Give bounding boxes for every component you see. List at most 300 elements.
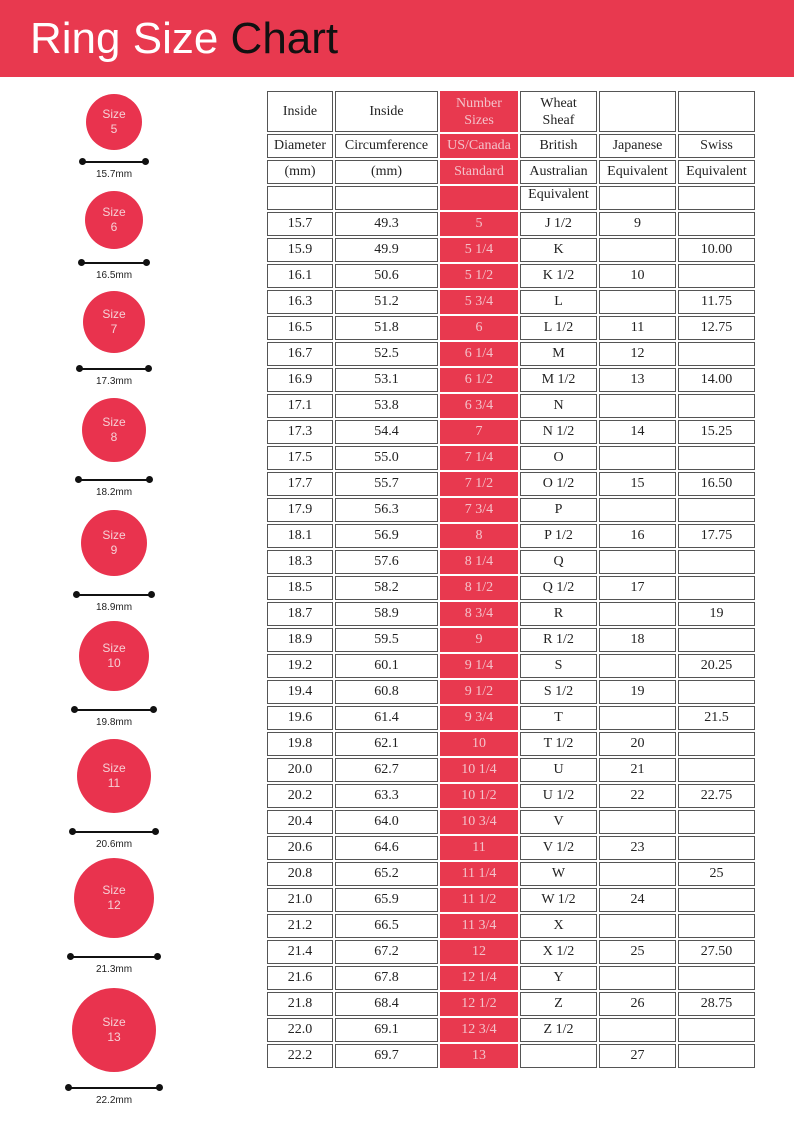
table-cell: R — [520, 602, 597, 626]
table-row — [267, 836, 755, 860]
ring-circle — [86, 94, 142, 150]
table-cell: 11 1/2 — [440, 888, 518, 912]
table-cell: 16.3 — [267, 290, 333, 314]
table-cell: X 1/2 — [520, 940, 597, 964]
table-cell: 65.2 — [335, 862, 438, 886]
ring-diameter-label: 17.3mm — [95, 376, 133, 387]
table-cell — [599, 290, 676, 314]
table-cell: 19.6 — [267, 706, 333, 730]
table-cell: 21 — [599, 758, 676, 782]
table-cell: 8 1/4 — [440, 550, 518, 574]
table-cell: 20.8 — [267, 862, 333, 886]
table-cell — [678, 732, 755, 756]
table-cell: 55.0 — [335, 446, 438, 470]
ring-circle — [74, 858, 154, 938]
ring-diameter-line — [68, 1083, 160, 1093]
table-cell: W 1/2 — [520, 888, 597, 912]
table-row — [267, 342, 755, 366]
table-cell: 8 3/4 — [440, 602, 518, 626]
table-cell — [678, 264, 755, 288]
ring-size-number: 6 — [110, 220, 118, 234]
table-header-cell — [267, 186, 333, 210]
table-cell — [599, 446, 676, 470]
table-header-cell: Number Sizes — [440, 91, 518, 132]
table-cell: 24 — [599, 888, 676, 912]
table-cell: 17.3 — [267, 420, 333, 444]
ring-circle — [77, 739, 151, 813]
table-cell: 11 3/4 — [440, 914, 518, 938]
table-row — [267, 628, 755, 652]
table-cell: 49.3 — [335, 212, 438, 236]
table-cell: S — [520, 654, 597, 678]
table-cell — [678, 966, 755, 990]
table-cell: 12 3/4 — [440, 1018, 518, 1042]
table-cell: 5 — [440, 212, 518, 236]
table-cell — [678, 888, 755, 912]
table-cell: 16.9 — [267, 368, 333, 392]
ring-size-guide — [0, 90, 240, 1120]
table-cell: 5 1/2 — [440, 264, 518, 288]
table-cell: 22.75 — [678, 784, 755, 808]
table-cell: 16.1 — [267, 264, 333, 288]
table-cell: U 1/2 — [520, 784, 597, 808]
table-cell: 25 — [678, 862, 755, 886]
table-cell: T — [520, 706, 597, 730]
page-title — [30, 14, 338, 64]
table-cell: 12 — [599, 342, 676, 366]
table-cell: 64.0 — [335, 810, 438, 834]
ring-diameter-label: 15.7mm — [95, 169, 133, 180]
table-cell: 25 — [599, 940, 676, 964]
table-cell: 27.50 — [678, 940, 755, 964]
table-cell: 17.1 — [267, 394, 333, 418]
table-row — [267, 966, 755, 990]
table-cell: 21.6 — [267, 966, 333, 990]
table-row — [267, 680, 755, 704]
table-cell: 51.8 — [335, 316, 438, 340]
table-cell: 13 — [440, 1044, 518, 1068]
table-cell: 19 — [678, 602, 755, 626]
table-cell: 56.3 — [335, 498, 438, 522]
table-cell — [599, 966, 676, 990]
table-cell: 10 1/4 — [440, 758, 518, 782]
ring-size-word: Size — [102, 107, 126, 121]
table-cell: 69.7 — [335, 1044, 438, 1068]
table-cell: 17.7 — [267, 472, 333, 496]
table-cell: 19.2 — [267, 654, 333, 678]
ring-diameter-line — [82, 157, 146, 167]
table-header-cell: (mm) — [335, 160, 438, 184]
table-cell: 69.1 — [335, 1018, 438, 1042]
ring-size-word: Size — [102, 883, 126, 897]
table-cell: 68.4 — [335, 992, 438, 1016]
table-cell: 12.75 — [678, 316, 755, 340]
table-cell: 7 1/2 — [440, 472, 518, 496]
table-cell: T 1/2 — [520, 732, 597, 756]
table-cell: K 1/2 — [520, 264, 597, 288]
table-cell: K — [520, 238, 597, 262]
table-cell: 11 — [599, 316, 676, 340]
table-cell: 9 — [440, 628, 518, 652]
ring-diameter-label: 18.2mm — [95, 487, 133, 498]
table-row — [267, 420, 755, 444]
table-cell: 19.4 — [267, 680, 333, 704]
table-cell: 62.7 — [335, 758, 438, 782]
table-cell: 11 1/4 — [440, 862, 518, 886]
table-cell — [678, 914, 755, 938]
table-cell: N 1/2 — [520, 420, 597, 444]
table-cell: M — [520, 342, 597, 366]
table-cell: 28.75 — [678, 992, 755, 1016]
header-banner — [0, 0, 794, 77]
ring-diameter-label: 18.9mm — [95, 602, 133, 613]
table-cell: 65.9 — [335, 888, 438, 912]
table-cell: 66.5 — [335, 914, 438, 938]
table-header-cell: Circumference — [335, 134, 438, 158]
table-cell: 53.1 — [335, 368, 438, 392]
ring-diameter-label: 16.5mm — [95, 270, 133, 281]
table-row — [267, 654, 755, 678]
table-row — [267, 264, 755, 288]
table-cell: 10 — [599, 264, 676, 288]
table-row — [267, 472, 755, 496]
table-cell — [678, 810, 755, 834]
table-cell — [599, 810, 676, 834]
ring-size-word: Size — [102, 1015, 126, 1029]
table-row — [267, 888, 755, 912]
table-cell: 16.7 — [267, 342, 333, 366]
table-row — [267, 1018, 755, 1042]
table-cell: 9 1/4 — [440, 654, 518, 678]
table-cell — [678, 1044, 755, 1068]
ring-size-word: Size — [102, 641, 126, 655]
table-cell: 53.8 — [335, 394, 438, 418]
table-cell: 6 — [440, 316, 518, 340]
table-cell: R 1/2 — [520, 628, 597, 652]
table-cell: L — [520, 290, 597, 314]
table-header-cell: British — [520, 134, 597, 158]
table-cell — [678, 446, 755, 470]
table-cell: 60.8 — [335, 680, 438, 704]
table-header-cell: Swiss — [678, 134, 755, 158]
table-header-cell — [440, 186, 518, 210]
table-header-row — [267, 134, 755, 158]
ring-size-word: Size — [102, 307, 126, 321]
table-cell: P 1/2 — [520, 524, 597, 548]
table-cell: 15.9 — [267, 238, 333, 262]
table-cell: 62.1 — [335, 732, 438, 756]
table-row — [267, 446, 755, 470]
table-row — [267, 290, 755, 314]
table-cell: U — [520, 758, 597, 782]
table-row — [267, 992, 755, 1016]
table-cell: 27 — [599, 1044, 676, 1068]
table-header-cell: (mm) — [267, 160, 333, 184]
table-header-cell: Equivalent — [599, 160, 676, 184]
table-cell: 21.2 — [267, 914, 333, 938]
table-row — [267, 368, 755, 392]
table-cell: 17.75 — [678, 524, 755, 548]
table-cell: 67.2 — [335, 940, 438, 964]
ring-size-number: 12 — [107, 898, 121, 912]
table-cell: 61.4 — [335, 706, 438, 730]
ring-diameter-label: 22.2mm — [95, 1095, 133, 1106]
ring-circle — [79, 621, 149, 691]
table-cell: 18.1 — [267, 524, 333, 548]
table-cell: 15 — [599, 472, 676, 496]
table-row — [267, 212, 755, 236]
table-cell: 57.6 — [335, 550, 438, 574]
table-row — [267, 316, 755, 340]
table-cell: 54.4 — [335, 420, 438, 444]
ring-size-word: Size — [102, 415, 126, 429]
table-cell — [678, 680, 755, 704]
table-cell: 10 3/4 — [440, 810, 518, 834]
table-cell: J 1/2 — [520, 212, 597, 236]
table-cell: 20.4 — [267, 810, 333, 834]
table-cell — [599, 602, 676, 626]
table-cell: 18 — [599, 628, 676, 652]
ring-diameter-label: 21.3mm — [95, 964, 133, 975]
table-cell: 60.1 — [335, 654, 438, 678]
table-cell: S 1/2 — [520, 680, 597, 704]
table-header-row — [267, 91, 755, 132]
table-cell: Y — [520, 966, 597, 990]
ring-size-table — [265, 89, 757, 1070]
table-cell: L 1/2 — [520, 316, 597, 340]
table-cell — [599, 706, 676, 730]
table-cell: 8 — [440, 524, 518, 548]
ring-circle — [83, 291, 145, 353]
table-cell: W — [520, 862, 597, 886]
table-cell: O 1/2 — [520, 472, 597, 496]
table-cell: 9 — [599, 212, 676, 236]
table-cell: O — [520, 446, 597, 470]
ring-size-word: Size — [102, 205, 126, 219]
table-cell: 21.4 — [267, 940, 333, 964]
table-cell: 14.00 — [678, 368, 755, 392]
ring-size-number: 11 — [107, 776, 121, 790]
table-cell — [599, 1018, 676, 1042]
table-header-cell: Equivalent — [520, 186, 597, 210]
table-cell: 17.9 — [267, 498, 333, 522]
table-cell: Q 1/2 — [520, 576, 597, 600]
table-cell: 12 1/2 — [440, 992, 518, 1016]
ring-size-word: Size — [102, 528, 126, 542]
table-header-cell: Japanese — [599, 134, 676, 158]
table-row — [267, 706, 755, 730]
table-cell: 7 — [440, 420, 518, 444]
table-cell: 20.2 — [267, 784, 333, 808]
table-cell: 16.5 — [267, 316, 333, 340]
table-cell: 50.6 — [335, 264, 438, 288]
table-cell: 18.7 — [267, 602, 333, 626]
table-cell: 11.75 — [678, 290, 755, 314]
ring-diameter-line — [72, 827, 156, 837]
table-row — [267, 550, 755, 574]
table-row — [267, 732, 755, 756]
table-header-cell — [599, 91, 676, 132]
table-cell: 21.0 — [267, 888, 333, 912]
table-cell: 20.6 — [267, 836, 333, 860]
table-cell: 9 3/4 — [440, 706, 518, 730]
table-cell: 14 — [599, 420, 676, 444]
table-cell — [599, 498, 676, 522]
table-cell: 18.5 — [267, 576, 333, 600]
table-cell: 52.5 — [335, 342, 438, 366]
table-cell: 19 — [599, 680, 676, 704]
table-cell — [599, 550, 676, 574]
table-cell: 15.7 — [267, 212, 333, 236]
table-cell: 58.2 — [335, 576, 438, 600]
table-header-row — [267, 186, 755, 210]
table-cell: 20.25 — [678, 654, 755, 678]
table-header-cell: Equivalent — [678, 160, 755, 184]
ring-diameter-line — [78, 475, 150, 485]
title-part-chart: Chart — [230, 14, 339, 63]
table-cell — [678, 1018, 755, 1042]
ring-circle — [72, 988, 156, 1072]
table-cell: 9 1/2 — [440, 680, 518, 704]
table-cell: 20 — [599, 732, 676, 756]
ring-diameter-line — [81, 258, 147, 268]
table-cell: 7 3/4 — [440, 498, 518, 522]
table-row — [267, 524, 755, 548]
table-header-cell: Standard — [440, 160, 518, 184]
table-row — [267, 394, 755, 418]
table-cell — [599, 914, 676, 938]
ring-circle — [81, 510, 147, 576]
table-row — [267, 758, 755, 782]
ring-size-number: 7 — [110, 322, 118, 336]
table-cell: 59.5 — [335, 628, 438, 652]
table-cell — [678, 394, 755, 418]
table-cell: 6 3/4 — [440, 394, 518, 418]
table-row — [267, 810, 755, 834]
table-cell — [678, 628, 755, 652]
ring-size-word: Size — [102, 761, 126, 775]
ring-circle — [82, 398, 146, 462]
table-cell — [678, 212, 755, 236]
table-cell: 64.6 — [335, 836, 438, 860]
ring-circle — [85, 191, 143, 249]
table-row — [267, 914, 755, 938]
table-cell: 10 — [440, 732, 518, 756]
table-cell: 17 — [599, 576, 676, 600]
table-header-cell: Diameter — [267, 134, 333, 158]
table-cell: X — [520, 914, 597, 938]
table-cell — [678, 498, 755, 522]
table-cell — [599, 238, 676, 262]
table-cell: 51.2 — [335, 290, 438, 314]
table-row — [267, 862, 755, 886]
ring-size-number: 13 — [107, 1030, 121, 1044]
table-cell: 20.0 — [267, 758, 333, 782]
title-part-ring-size: Ring Size — [30, 14, 231, 63]
table-cell: 5 3/4 — [440, 290, 518, 314]
ring-diameter-label: 19.8mm — [95, 717, 133, 728]
ring-size-number: 8 — [110, 430, 118, 444]
ring-diameter-label: 20.6mm — [95, 839, 133, 850]
table-header-cell: Inside — [267, 91, 333, 132]
ring-diameter-line — [70, 952, 158, 962]
table-cell: 23 — [599, 836, 676, 860]
ring-size-number: 9 — [110, 543, 118, 557]
table-header-cell: Wheat Sheaf — [520, 91, 597, 132]
table-header-cell — [335, 186, 438, 210]
table-cell — [678, 342, 755, 366]
table-cell: 13 — [599, 368, 676, 392]
table-cell: 19.8 — [267, 732, 333, 756]
ring-size-number: 5 — [110, 122, 118, 136]
table-row — [267, 498, 755, 522]
table-cell: 58.9 — [335, 602, 438, 626]
table-cell: 18.9 — [267, 628, 333, 652]
table-header-cell — [678, 91, 755, 132]
table-cell — [678, 758, 755, 782]
table-cell: V 1/2 — [520, 836, 597, 860]
ring-size-number: 10 — [107, 656, 121, 670]
table-cell: 5 1/4 — [440, 238, 518, 262]
table-cell: N — [520, 394, 597, 418]
table-cell: 56.9 — [335, 524, 438, 548]
table-cell: M 1/2 — [520, 368, 597, 392]
table-cell: 18.3 — [267, 550, 333, 574]
table-cell: 22 — [599, 784, 676, 808]
table-cell: Z — [520, 992, 597, 1016]
table-cell: 21.8 — [267, 992, 333, 1016]
table-cell: 63.3 — [335, 784, 438, 808]
table-cell: 55.7 — [335, 472, 438, 496]
table-cell — [520, 1044, 597, 1068]
table-header-cell — [599, 186, 676, 210]
ring-diameter-line — [79, 364, 149, 374]
table-cell — [678, 550, 755, 574]
table-cell: 15.25 — [678, 420, 755, 444]
table-cell: P — [520, 498, 597, 522]
table-cell: 22.2 — [267, 1044, 333, 1068]
table-cell: 7 1/4 — [440, 446, 518, 470]
table-cell — [599, 862, 676, 886]
table-cell — [599, 394, 676, 418]
table-cell: 16 — [599, 524, 676, 548]
table-cell: 6 1/4 — [440, 342, 518, 366]
ring-diameter-line — [76, 590, 152, 600]
table-cell: 11 — [440, 836, 518, 860]
table-cell: Q — [520, 550, 597, 574]
table-row — [267, 940, 755, 964]
table-cell — [678, 576, 755, 600]
table-cell: 10 1/2 — [440, 784, 518, 808]
table-cell: 49.9 — [335, 238, 438, 262]
table-cell: 12 — [440, 940, 518, 964]
table-row — [267, 602, 755, 626]
ring-diameter-line — [74, 705, 154, 715]
table-cell — [678, 836, 755, 860]
table-cell: 16.50 — [678, 472, 755, 496]
table-header-cell: Australian — [520, 160, 597, 184]
table-cell — [599, 654, 676, 678]
table-row — [267, 238, 755, 262]
table-cell: V — [520, 810, 597, 834]
table-cell: 8 1/2 — [440, 576, 518, 600]
table-header-cell — [678, 186, 755, 210]
table-header-cell: Inside — [335, 91, 438, 132]
table-cell: 10.00 — [678, 238, 755, 262]
table-cell: 26 — [599, 992, 676, 1016]
table-cell: 12 1/4 — [440, 966, 518, 990]
table-row — [267, 576, 755, 600]
